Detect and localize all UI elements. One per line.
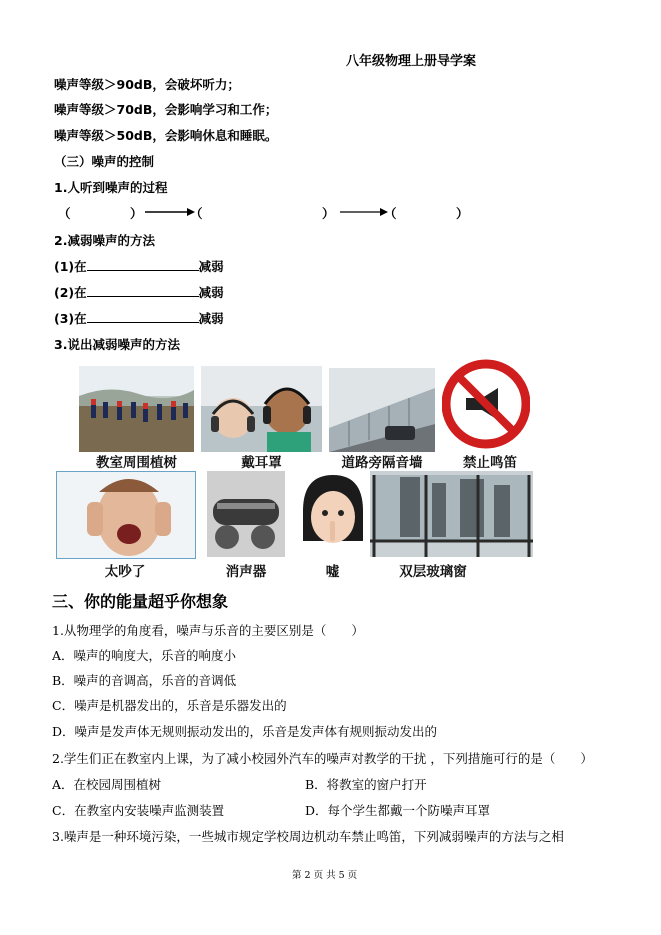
section-3-title: 三、你的能量超乎你想象 (52, 592, 229, 611)
photo-double-glazing (370, 471, 533, 557)
paren-2-close: ） (322, 206, 335, 221)
method-1-blank[interactable] (87, 259, 199, 271)
noise-level-90: 噪声等级＞90dB，会破坏听力； (54, 77, 240, 92)
arrow-2-icon (340, 206, 388, 218)
mc-q2-option-d[interactable]: D．每个学生都戴一个防噪声耳罩 (305, 803, 491, 818)
mc-q1-stem: 1.从物理学的角度看，噪声与乐音的主要区别是（ ） (52, 623, 364, 638)
q2-title: 2.减弱噪声的方法 (54, 233, 155, 248)
noise-level-70: 噪声等级＞70dB，会影响学习和工作； (54, 102, 278, 117)
arrow-1-icon (145, 206, 195, 218)
method-2-blank[interactable] (87, 285, 199, 297)
caption-no-horn: 禁止鸣笛 (463, 455, 517, 471)
photo-muffler (207, 471, 285, 557)
method-2-prefix: (2)在 (54, 285, 87, 300)
method-3-blank[interactable] (87, 311, 199, 323)
method-1-suffix: 减弱 (198, 259, 224, 274)
mc-q2-stem: 2.学生们正在教室内上课，为了减小校园外汽车的噪声对教学的干扰 ，下列措施可行的是（ ） (52, 751, 593, 766)
q3-title: 3.说出减弱噪声的方法 (54, 337, 180, 352)
mc-q3-stem: 3.噪声是一种环境污染，一些城市规定学校周边机动车禁止鸣笛，下列减弱噪声的方法与之相 (52, 829, 564, 844)
paren-3-close: ） (456, 206, 469, 221)
paren-1-open: （ (58, 206, 71, 221)
caption-shush: 嘘 (325, 564, 340, 580)
caption-too-noisy: 太吵了 (104, 564, 146, 580)
mc-q1-option-d[interactable]: D．噪声是发声体无规则振动发出的，乐音是发声体有规则振动发出的 (52, 724, 438, 739)
mc-q2-option-b[interactable]: B．将教室的窗户打开 (305, 777, 427, 792)
photo-shush-girl (297, 471, 368, 557)
mc-q1-option-b[interactable]: B．噪声的音调高，乐音的音调低 (52, 673, 237, 688)
section-noise-control: （三）噪声的控制 (54, 154, 155, 169)
photo-sound-barrier (329, 368, 435, 452)
caption-muffler: 消声器 (225, 564, 267, 580)
photo-no-horn-sign (442, 356, 530, 452)
method-3 (54, 309, 224, 327)
caption-sound-barrier: 道路旁隔音墙 (341, 455, 423, 471)
paren-1-close: ） (130, 206, 143, 221)
method-1-prefix: (1)在 (54, 259, 87, 274)
method-1 (54, 257, 224, 275)
page-header-title: 八年级物理上册导学案 (346, 54, 477, 69)
caption-tree-planting: 教室周围植树 (96, 455, 177, 471)
method-2 (54, 283, 224, 301)
mc-q1-option-c[interactable]: C．噪声是机器发出的，乐音是乐器发出的 (52, 698, 287, 713)
method-3-suffix: 减弱 (198, 311, 224, 326)
noise-level-50: 噪声等级＞50dB，会影响休息和睡眠。 (54, 128, 278, 143)
mc-q2-option-c[interactable]: C．在教室内安装噪声监测装置 (52, 803, 225, 818)
q1-title: 1.人听到噪声的过程 (54, 180, 168, 195)
paren-3-open: （ (384, 206, 397, 221)
photo-too-noisy (56, 471, 196, 559)
method-2-suffix: 减弱 (198, 285, 224, 300)
no-horn-icon (442, 356, 530, 452)
mc-q2-option-a[interactable]: A．在校园周围植树 (52, 777, 162, 792)
caption-double-glazing: 双层玻璃窗 (399, 564, 467, 580)
photo-earmuffs (201, 366, 322, 452)
method-3-prefix: (3)在 (54, 311, 87, 326)
photo-tree-planting (79, 366, 194, 452)
paren-2-open: （ (190, 206, 203, 221)
page-footer: 第 2 页 共 5 页 (292, 870, 358, 881)
mc-q1-option-a[interactable]: A．噪声的响度大，乐音的响度小 (52, 648, 237, 663)
caption-earmuffs: 戴耳罩 (241, 455, 282, 471)
